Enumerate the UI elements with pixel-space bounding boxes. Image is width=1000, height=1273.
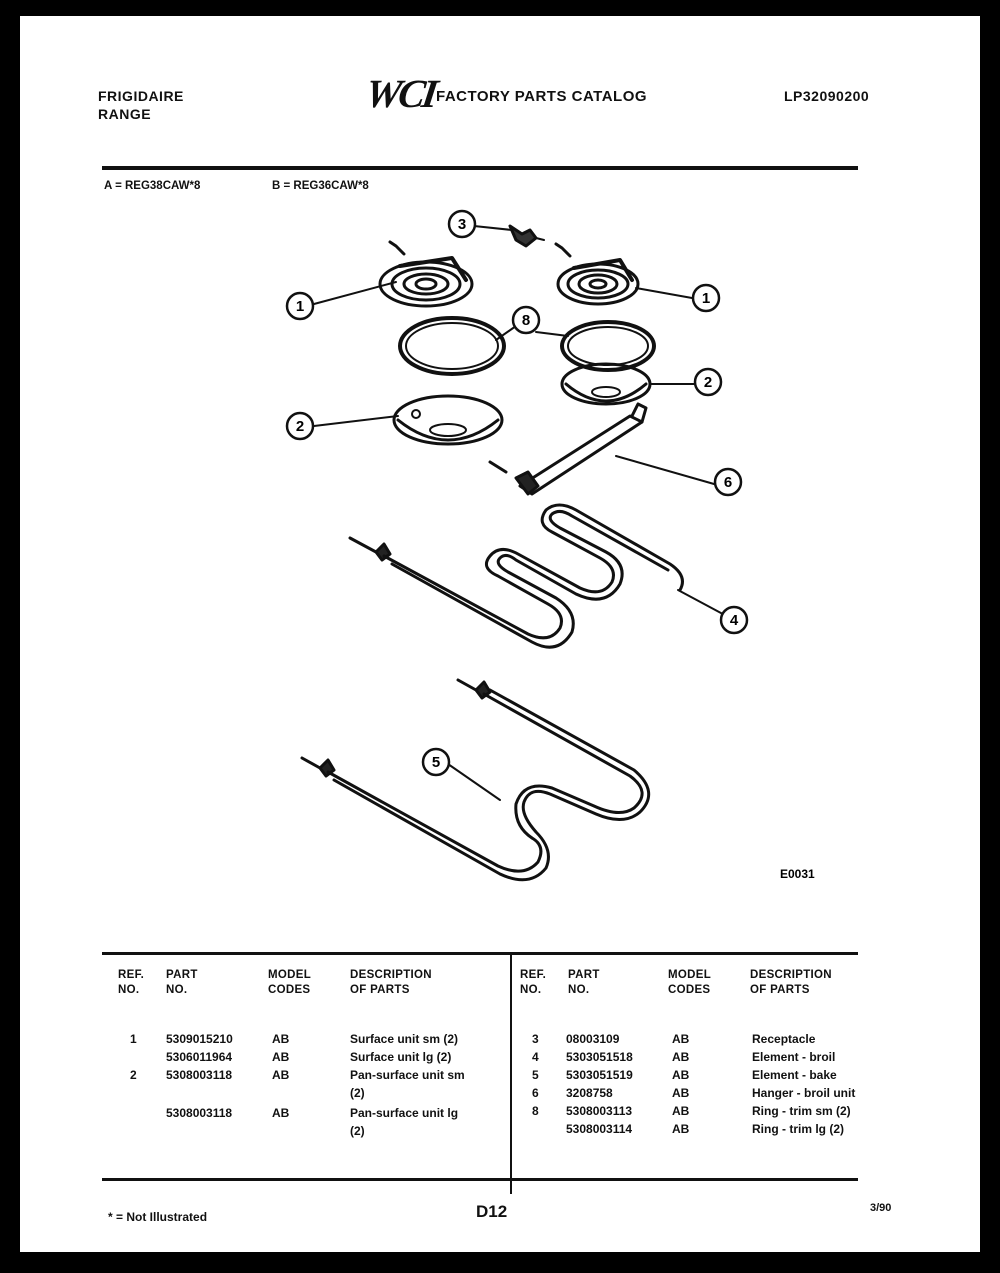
- figure-id: E0031: [780, 867, 815, 881]
- table-bottom-rule: [102, 1178, 858, 1181]
- wci-logo: WCI: [362, 71, 439, 116]
- model-b-label: B = REG36CAW*8: [272, 180, 369, 192]
- left-row-4-code: AB: [272, 1106, 290, 1120]
- right-row-5-ref: 8: [532, 1104, 539, 1118]
- callout-1-left-label: 1: [295, 298, 305, 315]
- right-row-4-code: AB: [672, 1086, 690, 1100]
- brand-name: FRIGIDAIRE: [98, 88, 184, 104]
- parts-catalog-page: [20, 16, 980, 1252]
- right-row-1-desc: Receptacle: [752, 1032, 816, 1046]
- right-row-5-part: 5308003113: [566, 1104, 633, 1118]
- right-row-2-desc: Element - broil: [752, 1050, 836, 1064]
- right-row-1-part: 08003109: [566, 1032, 620, 1046]
- header-desc-right: DESCRIPTION OF PARTS: [750, 969, 832, 996]
- header-ref-right: REF. NO.: [520, 969, 547, 996]
- callout-2-right-label: 2: [703, 374, 713, 391]
- left-row-3-desc: Pan-surface unit sm (2): [350, 1068, 465, 1100]
- left-row-3-part: 5308003118: [166, 1068, 233, 1082]
- catalog-number: LP32090200: [784, 88, 870, 104]
- left-row-2-code: AB: [272, 1050, 290, 1064]
- right-row-6-code: AB: [672, 1122, 690, 1136]
- right-row-5-code: AB: [672, 1104, 690, 1118]
- callout-8-label: 8: [521, 312, 531, 329]
- left-row-2-part: 5306011964: [166, 1050, 233, 1064]
- header-model-right: MODEL CODES: [668, 969, 712, 996]
- left-row-4-desc: Pan-surface unit lg (2): [350, 1106, 459, 1138]
- right-row-6-part: 5308003114: [566, 1122, 633, 1136]
- product-name: RANGE: [98, 106, 152, 122]
- left-row-4-part: 5308003118: [166, 1106, 233, 1120]
- left-row-2-desc: Surface unit lg (2): [350, 1050, 452, 1064]
- right-row-1-ref: 3: [532, 1032, 539, 1046]
- right-row-2-code: AB: [672, 1050, 690, 1064]
- right-row-3-ref: 5: [532, 1068, 539, 1082]
- left-row-1-desc: Surface unit sm (2): [350, 1032, 459, 1046]
- right-row-3-code: AB: [672, 1068, 690, 1082]
- header-part-left: PART NO.: [166, 969, 198, 996]
- callout-3-label: 3: [457, 216, 467, 233]
- callout-1-right-label: 1: [701, 290, 711, 307]
- header-ref-left: REF. NO.: [118, 969, 145, 996]
- right-row-4-ref: 6: [532, 1086, 539, 1100]
- right-row-2-part: 5303051518: [566, 1050, 633, 1064]
- right-row-2-ref: 4: [532, 1050, 539, 1064]
- left-row-3-code: AB: [272, 1068, 290, 1082]
- header-desc-left: DESCRIPTION OF PARTS: [350, 969, 432, 996]
- right-row-4-desc: Hanger - broil unit: [752, 1086, 856, 1100]
- right-row-1-code: AB: [672, 1032, 690, 1046]
- left-row-3-ref: 2: [130, 1068, 137, 1082]
- right-row-3-part: 5303051519: [566, 1068, 633, 1082]
- left-row-1-code: AB: [272, 1032, 290, 1046]
- model-a-label: A = REG38CAW*8: [104, 180, 201, 192]
- right-row-3-desc: Element - bake: [752, 1068, 837, 1082]
- header-model-left: MODEL CODES: [268, 969, 312, 996]
- revision-date: 3/90: [870, 1202, 892, 1214]
- not-illustrated-note: * = Not Illustrated: [108, 1210, 208, 1224]
- callout-4-label: 4: [729, 612, 739, 629]
- callout-5-label: 5: [431, 754, 441, 771]
- right-row-5-desc: Ring - trim sm (2): [752, 1104, 851, 1118]
- page-number: D12: [476, 1202, 508, 1221]
- left-row-1-part: 5309015210: [166, 1032, 233, 1046]
- header-part-right: PART NO.: [568, 969, 600, 996]
- right-row-6-desc: Ring - trim lg (2): [752, 1122, 844, 1136]
- catalog-title: FACTORY PARTS CATALOG: [436, 88, 648, 105]
- left-row-1-ref: 1: [130, 1032, 137, 1046]
- parts-table: [20, 16, 980, 1252]
- callout-6-label: 6: [723, 474, 733, 491]
- callout-2-left-label: 2: [295, 418, 305, 435]
- right-row-4-part: 3208758: [566, 1086, 613, 1100]
